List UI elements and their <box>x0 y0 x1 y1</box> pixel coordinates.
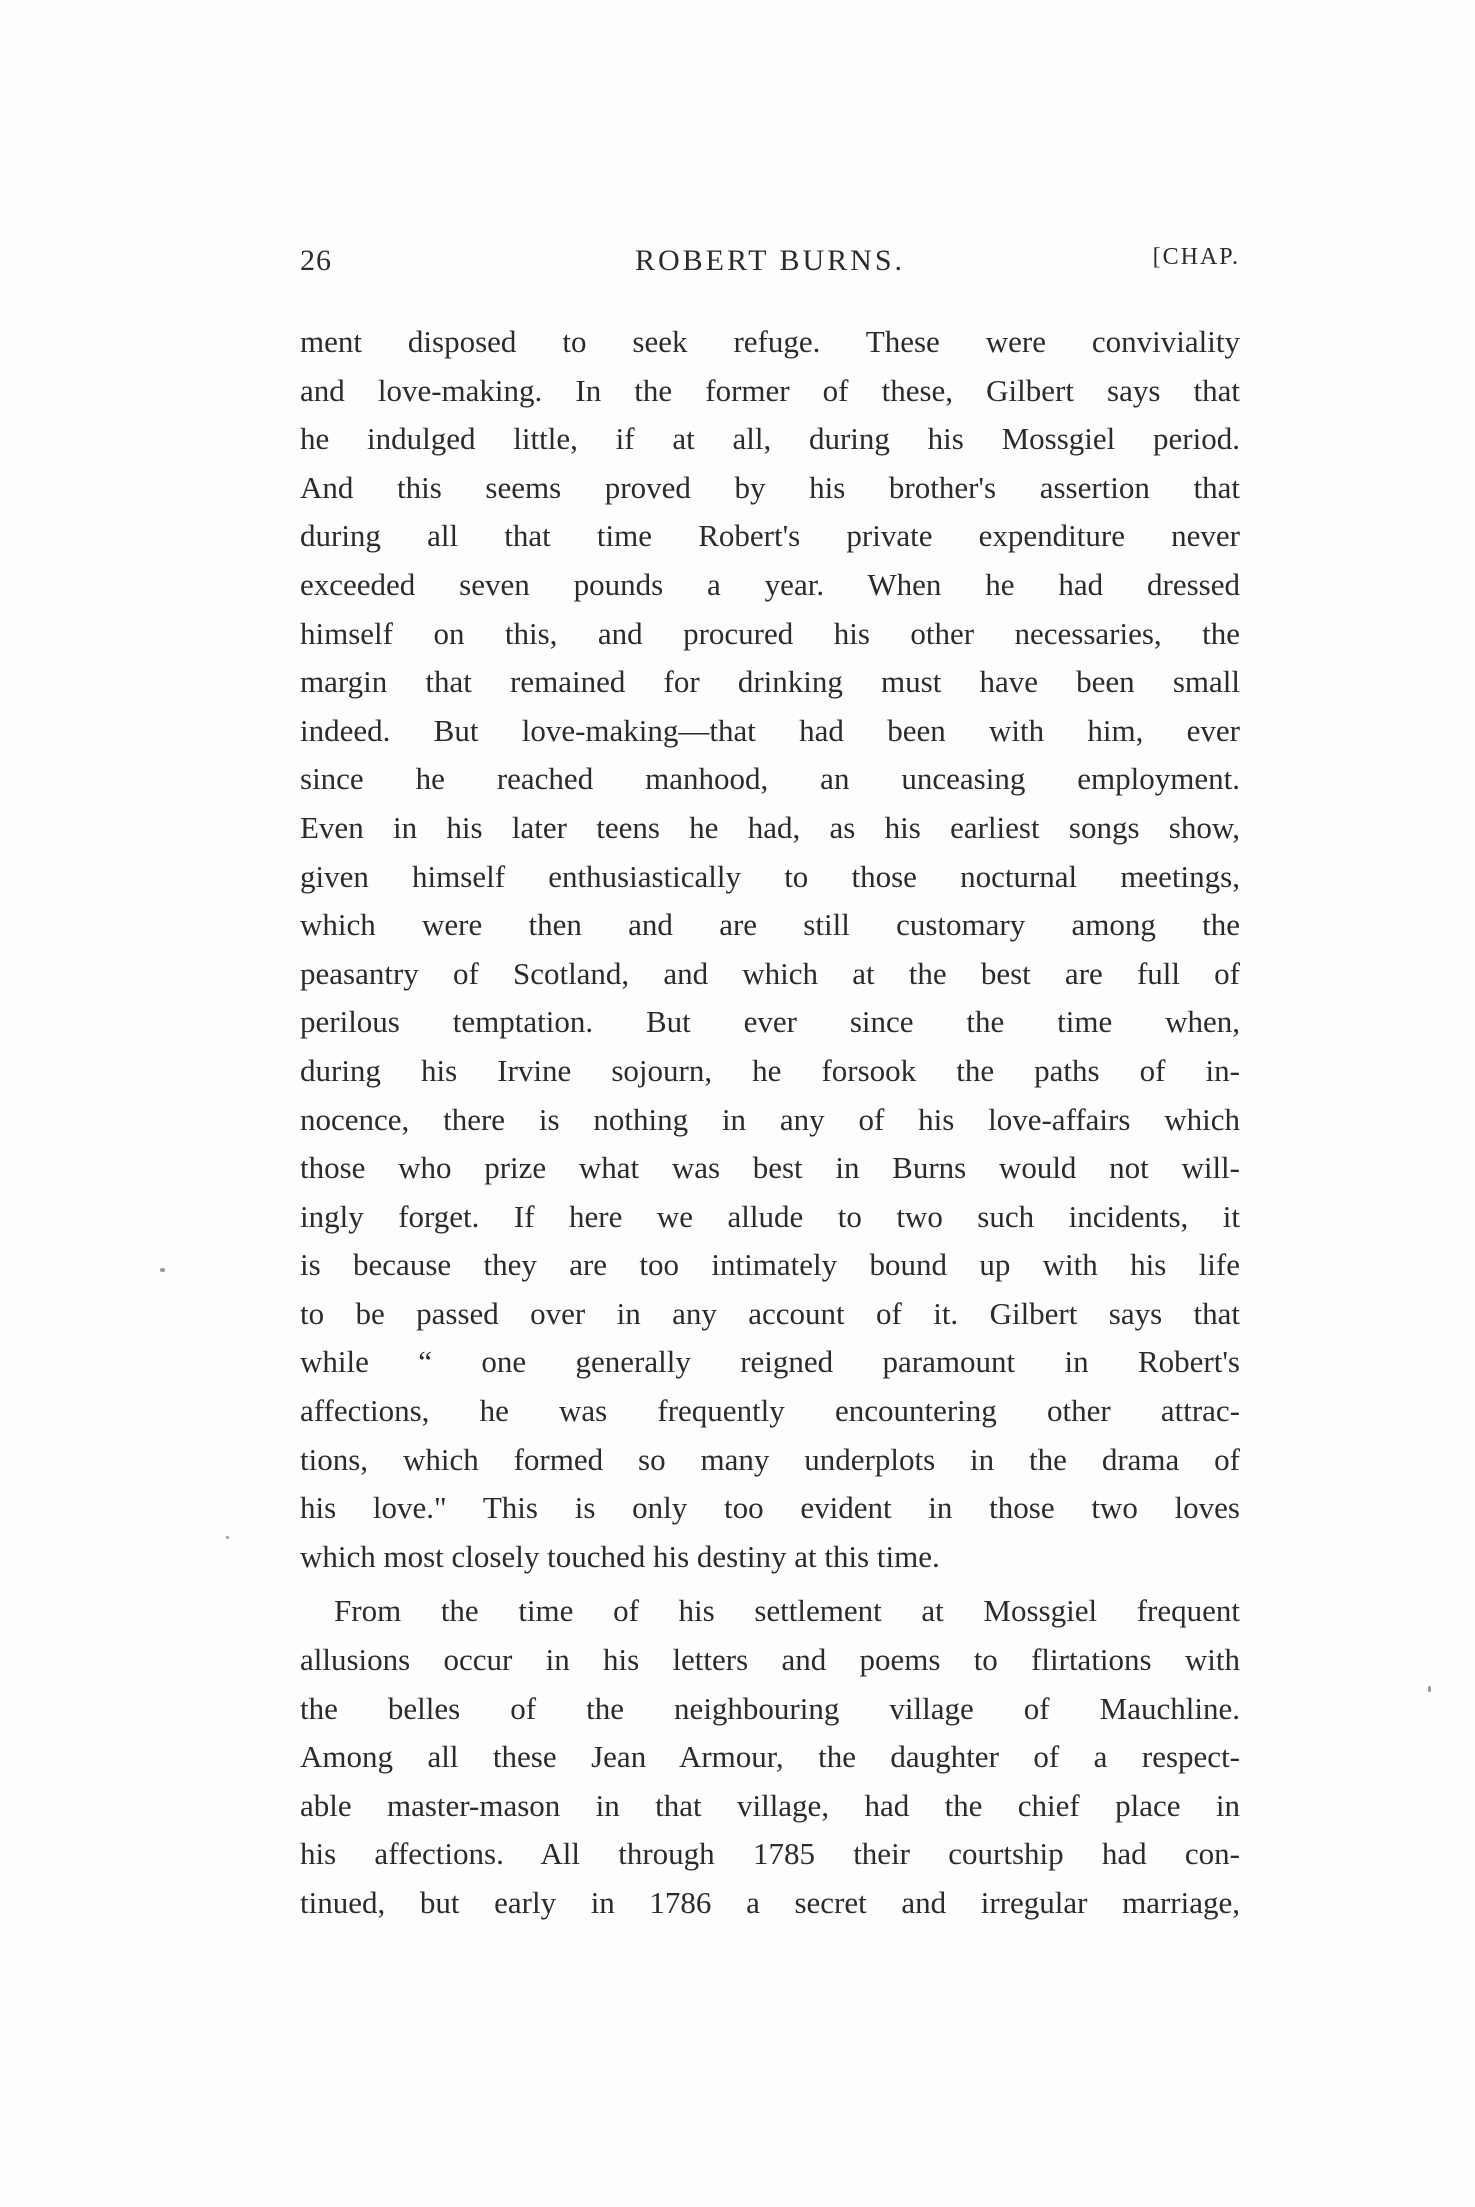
text-line: ment disposed to seek refuge. These were conviviality <box>300 324 1240 359</box>
chapter-mark: [CHAP. <box>1152 244 1240 270</box>
text-line: given himself enthusiastically to those nocturnal meetings, <box>300 858 1240 894</box>
text-line: indeed. But love-making—that had been with him, ever <box>300 712 1240 748</box>
text-line: From the time of his settlement at Mossgiel frequent <box>334 1593 1240 1629</box>
text-line: tions, which formed so many underplots in the drama of <box>300 1441 1240 1477</box>
text-line: able master-mason in that village, had the chief place in <box>300 1787 1240 1823</box>
paragraph-2 <box>300 1587 1240 1927</box>
text-line: those who prize what was best in Burns would not will- <box>300 1150 1240 1186</box>
scan-speck <box>1428 1686 1431 1692</box>
text-line: ingly forget. If here we allude to two such incidents, it <box>300 1198 1240 1234</box>
text-line: Even in his later teens he had, as his earliest songs show, <box>300 809 1240 845</box>
text-line: he indulged little, if at all, during his Mossgiel period. <box>300 421 1240 457</box>
text-line: which most closely touched his destiny at this time. <box>300 1538 940 1574</box>
text-line: perilous temptation. But ever since the time when, <box>300 1004 1240 1040</box>
text-line: affections, he was frequently encountering other attrac- <box>300 1393 1240 1429</box>
running-title: ROBERT BURNS. <box>634 244 906 277</box>
text-line: and love-making. In the former of these, Gilbert says that <box>300 372 1240 408</box>
text-line: is because they are too intimately bound up with his life <box>300 1247 1240 1283</box>
scan-speck <box>226 1536 229 1539</box>
text-line: And this seems proved by his brother's assertion that <box>300 469 1240 505</box>
text-line: his affections. All through 1785 their courtship had con- <box>300 1836 1240 1872</box>
text-line: to be passed over in any account of it. Gilbert says that <box>300 1295 1240 1331</box>
text-line: since he reached manhood, an unceasing employment. <box>300 761 1240 797</box>
text-line: margin that remained for drinking must have been small <box>300 664 1240 700</box>
text-line: during all that time Robert's private expenditure never <box>300 518 1240 554</box>
page-number: 26 <box>300 244 332 277</box>
text-line: exceeded seven pounds a year. When he had dressed <box>300 566 1240 602</box>
text-line: the belles of the neighbouring village of Mauchline. <box>300 1690 1240 1726</box>
paragraph-1 <box>300 318 1240 1581</box>
page-header <box>300 244 1240 284</box>
text-line: nocence, there is nothing in any of his love-affairs which <box>300 1101 1240 1137</box>
text-line: peasantry of Scotland, and which at the best are full of <box>300 955 1240 991</box>
text-line: which were then and are still customary among the <box>300 907 1240 943</box>
scan-speck <box>160 1268 165 1272</box>
text-line: tinued, but early in 1786 a secret and irregular marriage, <box>300 1885 1240 1920</box>
body-text <box>300 318 1240 1928</box>
text-line: himself on this, and procured his other necessaries, the <box>300 615 1240 651</box>
text-line: while “ one generally reigned paramount in Robert's <box>300 1344 1240 1380</box>
text-line: his love." This is only too evident in those two loves <box>300 1490 1240 1526</box>
text-line: during his Irvine sojourn, he forsook the paths of in- <box>300 1052 1240 1088</box>
text-line: Among all these Jean Armour, the daughter of a respect- <box>300 1739 1240 1775</box>
text-line: allusions occur in his letters and poems to flirtations with <box>300 1642 1240 1678</box>
